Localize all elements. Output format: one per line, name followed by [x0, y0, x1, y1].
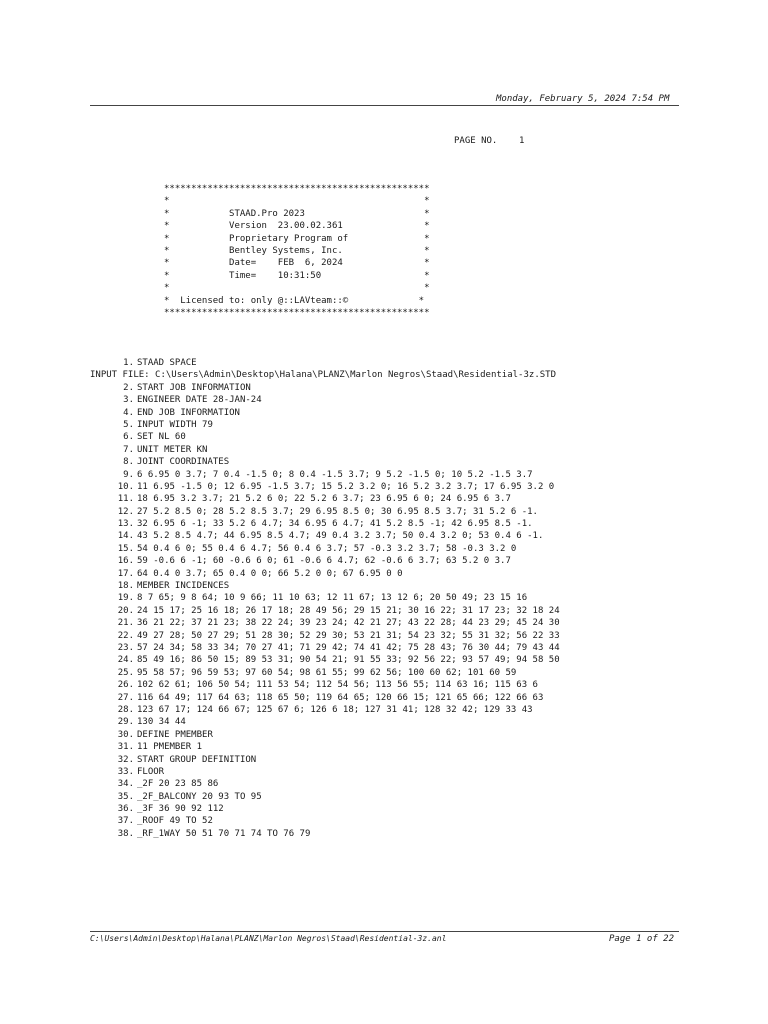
line-text: INPUT WIDTH 79 — [137, 419, 213, 430]
listing-row — [90, 630, 560, 642]
line-number: 4. — [123, 407, 134, 418]
line-number: 7. — [123, 444, 134, 455]
line-number: 33. — [117, 766, 134, 777]
line-text: STAAD SPACE — [137, 358, 197, 368]
line-number: 6. — [123, 432, 134, 443]
line-number: 18. — [117, 581, 134, 592]
line-number: 21. — [117, 618, 134, 629]
listing-row — [90, 741, 560, 753]
listing-row — [90, 518, 560, 530]
listing-row — [90, 431, 560, 443]
line-text: JOINT COORDINATES — [137, 457, 230, 468]
line-number: 36. — [117, 804, 134, 815]
listing-row — [90, 704, 560, 716]
line-number: 22. — [117, 630, 134, 641]
line-text: 123 67 17; 124 66 67; 125 67 6; 126 6 18; 127 31 41; 128 32 42; 129 33 43 — [137, 704, 533, 715]
line-number: 27. — [117, 692, 134, 703]
line-text: 32 6.95 6 -1; 33 5.2 6 4.7; 34 6.95 6 4.7; 41 5.2 8.5 -1; 42 6.95 8.5 -1. — [137, 519, 533, 530]
line-number: 35. — [117, 791, 134, 802]
line-text: START JOB INFORMATION — [137, 382, 251, 393]
line-text: SET NL 60 — [137, 432, 186, 443]
line-text: 8 7 65; 9 8 64; 10 9 66; 11 10 63; 12 11 67; 13 12 6; 20 50 49; 23 15 16 — [137, 593, 528, 604]
banner-line: * * — [164, 283, 430, 294]
line-number: 28. — [117, 704, 134, 715]
listing-row — [90, 791, 560, 803]
line-number: 17. — [117, 568, 134, 579]
banner-line: * * — [164, 196, 430, 207]
listing-row — [90, 369, 560, 381]
header-datetime: Monday, February 5, 2024 7:54 PM — [496, 94, 670, 104]
line-number: 10. — [117, 481, 134, 492]
footer-page-count: Page 1 of 22 — [609, 934, 675, 944]
line-number: 9. — [123, 469, 134, 480]
listing-row — [90, 766, 560, 778]
listing-row — [90, 419, 560, 431]
listing-row — [90, 580, 560, 592]
line-number: 34. — [117, 779, 134, 790]
line-text: 59 -0.6 6 -1; 60 -0.6 6 0; 61 -0.6 6 4.7; 62 -0.6 6 3.7; 63 5.2 0 3.7 — [137, 556, 511, 567]
listing-row — [90, 667, 560, 679]
line-text: 116 64 49; 117 64 63; 118 65 50; 119 64 65; 120 66 15; 121 65 66; 122 66 63 — [137, 692, 544, 703]
listing-row — [90, 815, 560, 827]
line-number: 5. — [123, 419, 134, 430]
line-text: 6 6.95 0 3.7; 7 0.4 -1.5 0; 8 0.4 -1.5 3.7; 9 5.2 -1.5 0; 10 5.2 -1.5 3.7 — [137, 469, 533, 480]
banner-line: ************************************************* — [164, 184, 430, 194]
line-number: 26. — [117, 680, 134, 691]
line-number: 12. — [117, 506, 134, 517]
listing-row — [90, 357, 560, 369]
line-text: FLOOR — [137, 766, 165, 777]
listing-row — [90, 605, 560, 617]
listing-row — [90, 493, 560, 505]
line-text: 64 0.4 0 3.7; 65 0.4 0 0; 66 5.2 0 0; 67 6.95 0 0 — [137, 568, 403, 579]
line-number: 11. — [117, 494, 134, 505]
line-number: 14. — [117, 531, 134, 542]
banner-line: * Bentley Systems, Inc. * — [164, 245, 430, 256]
banner-line: * STAAD.Pro 2023 * — [164, 208, 430, 219]
page-number: PAGE NO. 1 — [454, 136, 525, 146]
line-text: DEFINE PMEMBER — [137, 729, 213, 740]
line-number: 15. — [117, 543, 134, 554]
listing-row — [90, 729, 560, 741]
listing-row — [90, 642, 560, 654]
listing-row — [90, 456, 560, 468]
line-number: 37. — [117, 816, 134, 827]
line-number: 31. — [117, 742, 134, 753]
line-number: 8. — [123, 457, 134, 468]
listing-row — [90, 407, 560, 419]
listing-row — [90, 394, 560, 406]
line-text: 43 5.2 8.5 4.7; 44 6.95 8.5 4.7; 49 0.4 3.2 3.7; 50 0.4 3.2 0; 53 0.4 6 -1. — [137, 531, 544, 542]
listing-row — [90, 543, 560, 555]
line-number: 24. — [117, 655, 134, 666]
line-text: START GROUP DEFINITION — [137, 754, 257, 765]
listing-row — [90, 828, 560, 840]
line-text: 49 27 28; 50 27 29; 51 28 30; 52 29 30; 53 21 31; 54 23 32; 55 31 32; 56 22 33 — [137, 630, 560, 641]
program-banner — [164, 183, 430, 319]
line-number: 29. — [117, 717, 134, 728]
banner-line: * Version 23.00.02.361 * — [164, 221, 430, 232]
line-number: 13. — [117, 519, 134, 530]
line-text: 11 6.95 -1.5 0; 12 6.95 -1.5 3.7; 15 5.2 3.2 0; 16 5.2 3.2 3.7; 17 6.95 3.2 0 — [137, 481, 555, 492]
listing-row — [90, 506, 560, 518]
line-text: END JOB INFORMATION — [137, 407, 240, 418]
banner-line: * Time= 10:31:50 * — [164, 270, 430, 281]
line-text: 11 PMEMBER 1 — [137, 742, 203, 753]
banner-line: ************************************************* — [164, 307, 430, 318]
listing-row — [90, 716, 560, 728]
listing-row — [90, 592, 560, 604]
banner-line: * Licensed to: only @::LAVteam::© * — [164, 295, 425, 306]
line-text: 57 24 34; 58 33 34; 70 27 41; 71 29 42; 74 41 42; 75 28 43; 76 30 44; 79 43 44 — [137, 642, 560, 653]
line-text: 36 21 22; 37 21 23; 38 22 24; 39 23 24; 42 21 27; 43 22 28; 44 23 29; 45 24 30 — [137, 618, 560, 629]
input-listing — [90, 357, 560, 840]
banner-line: * Proprietary Program of * — [164, 233, 430, 244]
listing-row — [90, 617, 560, 629]
line-text: 24 15 17; 25 16 18; 26 17 18; 28 49 56; 29 15 21; 30 16 22; 31 17 23; 32 18 24 — [137, 605, 560, 616]
listing-row — [90, 469, 560, 481]
header-divider — [90, 105, 679, 106]
line-text: 130 34 44 — [137, 717, 186, 728]
footer-file-path: C:\Users\Admin\Desktop\Halana\PLANZ\Marlon Negros\Staad\Residential-3z.anl — [90, 934, 447, 943]
line-number: 16. — [117, 556, 134, 567]
listing-row — [90, 654, 560, 666]
line-number: 2. — [123, 382, 134, 393]
listing-row — [90, 568, 560, 580]
listing-row — [90, 692, 560, 704]
line-number: 23. — [117, 642, 134, 653]
line-text: 54 0.4 6 0; 55 0.4 6 4.7; 56 0.4 6 3.7; 57 -0.3 3.2 3.7; 58 -0.3 3.2 0 — [137, 543, 517, 554]
listing-row — [90, 530, 560, 542]
line-text: 95 58 57; 96 59 53; 97 60 54; 98 61 55; 99 62 56; 100 60 62; 101 60 59 — [137, 667, 517, 678]
line-text: MEMBER INCIDENCES — [137, 581, 230, 592]
line-text: 102 62 61; 106 50 54; 111 53 54; 112 54 56; 113 56 55; 114 63 16; 115 63 6 — [137, 680, 538, 691]
listing-row — [90, 481, 560, 493]
line-number: 25. — [117, 667, 134, 678]
line-text: 18 6.95 3.2 3.7; 21 5.2 6 0; 22 5.2 6 3.7; 23 6.95 6 0; 24 6.95 6 3.7 — [137, 494, 511, 505]
line-text: 85 49 16; 86 50 15; 89 53 31; 90 54 21; 91 55 33; 92 56 22; 93 57 49; 94 58 50 — [137, 655, 560, 666]
listing-row — [90, 803, 560, 815]
line-number: 3. — [123, 395, 134, 406]
line-text: ENGINEER DATE 28-JAN-24 — [137, 395, 262, 406]
listing-row — [90, 754, 560, 766]
line-number: 19. — [117, 593, 134, 604]
line-number: 32. — [117, 754, 134, 765]
line-text: 27 5.2 8.5 0; 28 5.2 8.5 3.7; 29 6.95 8.5 0; 30 6.95 8.5 3.7; 31 5.2 6 -1. — [137, 506, 538, 517]
line-text: _RF_1WAY 50 51 70 71 74 TO 76 79 — [137, 828, 311, 839]
line-number: 38. — [117, 828, 134, 839]
listing-row — [90, 382, 560, 394]
line-text: _ROOF 49 TO 52 — [137, 816, 213, 827]
listing-row — [90, 679, 560, 691]
line-number: 1. — [123, 358, 134, 368]
footer-divider — [90, 931, 679, 932]
line-number: 20. — [117, 605, 134, 616]
banner-line: * Date= FEB 6, 2024 * — [164, 258, 430, 269]
line-text: _2F_BALCONY 20 93 TO 95 — [137, 791, 262, 802]
listing-row — [90, 555, 560, 567]
line-text: _2F 20 23 85 86 — [137, 779, 219, 790]
line-text: UNIT METER KN — [137, 444, 208, 455]
listing-row — [90, 444, 560, 456]
line-text: _3F 36 90 92 112 — [137, 804, 224, 815]
line-number: 30. — [117, 729, 134, 740]
listing-row — [90, 778, 560, 790]
line-text: INPUT FILE: C:\Users\Admin\Desktop\Halana\PLANZ\Marlon Negros\Staad\Residential-3z.STD — [90, 370, 556, 381]
